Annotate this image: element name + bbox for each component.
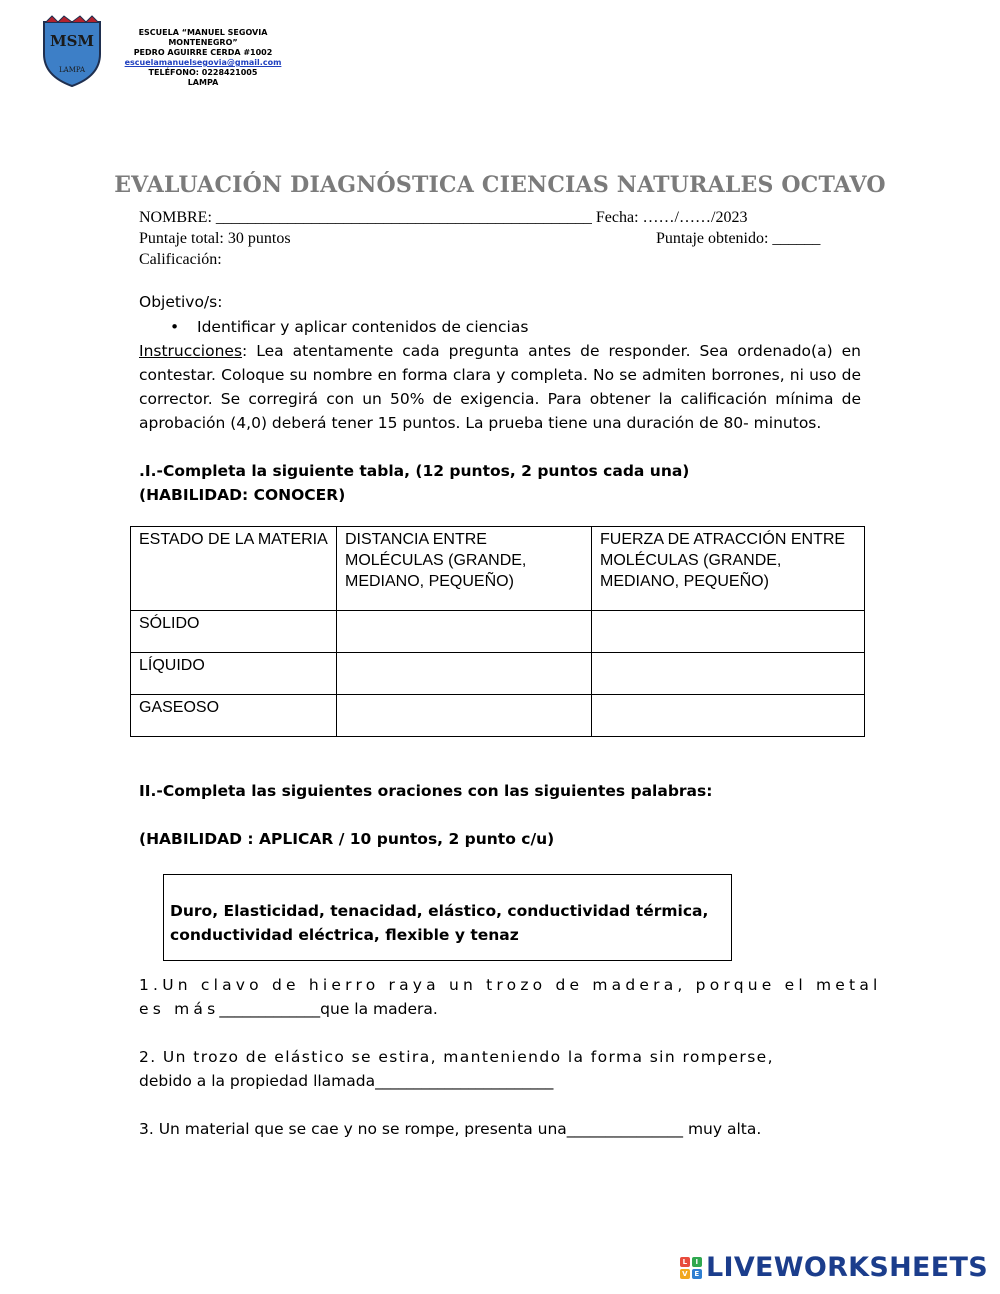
- section2-skill: (HABILIDAD : APLICAR / 10 puntos, 2 punto c/u): [139, 830, 555, 848]
- school-address: PEDRO AGUIRRE CERDA #1002: [133, 48, 273, 57]
- grade-label: Calificación:: [139, 251, 222, 268]
- table-header-cell: FUERZA DE ATRACCIÓN ENTRE MOLÉCULAS (GRANDE, MEDIANO, PEQUEÑO): [592, 527, 865, 611]
- name-date-line: NOMBRE: _______________________________________________ Fecha: ……/……/2023: [139, 209, 748, 226]
- table-header-cell: ESTADO DE LA MATERIA: [131, 527, 337, 611]
- liveworksheets-icon: L I V E: [680, 1257, 702, 1279]
- table-row: [131, 611, 865, 653]
- question-1-line1: 1.Un clavo de hierro raya un trozo de madera, porque el metal: [139, 976, 882, 994]
- table-row-label: LÍQUIDO: [131, 653, 337, 695]
- table-row: [131, 695, 865, 737]
- instructions-paragraph: [139, 339, 861, 435]
- question-2-line2[interactable]: debido a la propiedad llamada_______________________: [139, 1072, 554, 1090]
- question-2-line1: 2. Un trozo de elástico se estira, manteniendo la forma sin romperse,: [139, 1048, 774, 1066]
- objective-item: Identificar y aplicar contenidos de ciencias: [197, 318, 529, 336]
- table-header-row: [131, 527, 865, 611]
- answer-cell[interactable]: [592, 695, 865, 737]
- table-row-label: SÓLIDO: [131, 611, 337, 653]
- liveworksheets-logo-text: LIVEWORKSHEETS: [705, 1252, 988, 1283]
- bullet-icon: •: [170, 318, 180, 336]
- instructions-text: : Lea atentamente cada pregunta antes de responder. Sea ordenado(a) en contestar. Coloque su nombre en forma clara y completa. No se admiten borrones, ni uso de corrector. Se corregirá con un 50% de exigencia. Para obtener la calificación mínima de aprobación (4,0) deberá tener 15 puntos. La prueba tiene una duración de 80- minutos.: [139, 342, 861, 432]
- answer-cell[interactable]: [337, 611, 592, 653]
- logo-text: MSM: [49, 32, 95, 50]
- school-info: [118, 28, 288, 88]
- total-score: Puntaje total: 30 puntos: [139, 230, 291, 247]
- states-of-matter-table: [130, 526, 865, 737]
- liveworksheets-brand[interactable]: [680, 1252, 988, 1283]
- answer-cell[interactable]: [337, 653, 592, 695]
- answer-cell[interactable]: [592, 653, 865, 695]
- question-3[interactable]: 3. Un material que se cae y no se rompe, presenta una_______________ muy alta.: [139, 1120, 762, 1138]
- school-logo: [40, 14, 104, 88]
- answer-cell[interactable]: [337, 695, 592, 737]
- question-1-blank[interactable]: _____________que la madera.: [219, 1000, 438, 1018]
- section1-title: .I.-Completa la siguiente tabla, (12 puntos, 2 puntos cada una): [139, 462, 690, 480]
- section2-title: II.-Completa las siguientes oraciones con las siguientes palabras:: [139, 782, 713, 800]
- page-title: EVALUACIÓN DIAGNÓSTICA CIENCIAS NATURALES OCTAVO: [114, 172, 886, 198]
- table-row-label: GASEOSO: [131, 695, 337, 737]
- question-1-line2: [139, 997, 438, 1021]
- table-header-cell: DISTANCIA ENTRE MOLÉCULAS (GRANDE, MEDIANO, PEQUEÑO): [337, 527, 592, 611]
- obtained-score: Puntaje obtenido: ______: [656, 230, 821, 247]
- instructions-label: Instrucciones: [139, 342, 243, 360]
- school-city: LAMPA: [187, 78, 219, 87]
- logo-subtext: LAMPA: [59, 66, 85, 74]
- question-1-text: es más: [139, 1000, 220, 1018]
- school-name-line2: MONTENEGRO”: [168, 38, 238, 47]
- table-row: [131, 653, 865, 695]
- section1-skill: (HABILIDAD: CONOCER): [139, 486, 346, 504]
- school-phone: TELÉFONO: 0228421005: [148, 68, 258, 77]
- answer-cell[interactable]: [592, 611, 865, 653]
- word-bank-box: Duro, Elasticidad, tenacidad, elástico, conductividad térmica, conductividad eléctrica, flexible y tenaz: [163, 874, 732, 961]
- objective-label: Objetivo/s:: [139, 293, 223, 311]
- school-email-link[interactable]: escuelamanuelsegovia@gmail.com: [124, 58, 282, 67]
- school-name-line1: ESCUELA “MANUEL SEGOVIA: [138, 28, 268, 37]
